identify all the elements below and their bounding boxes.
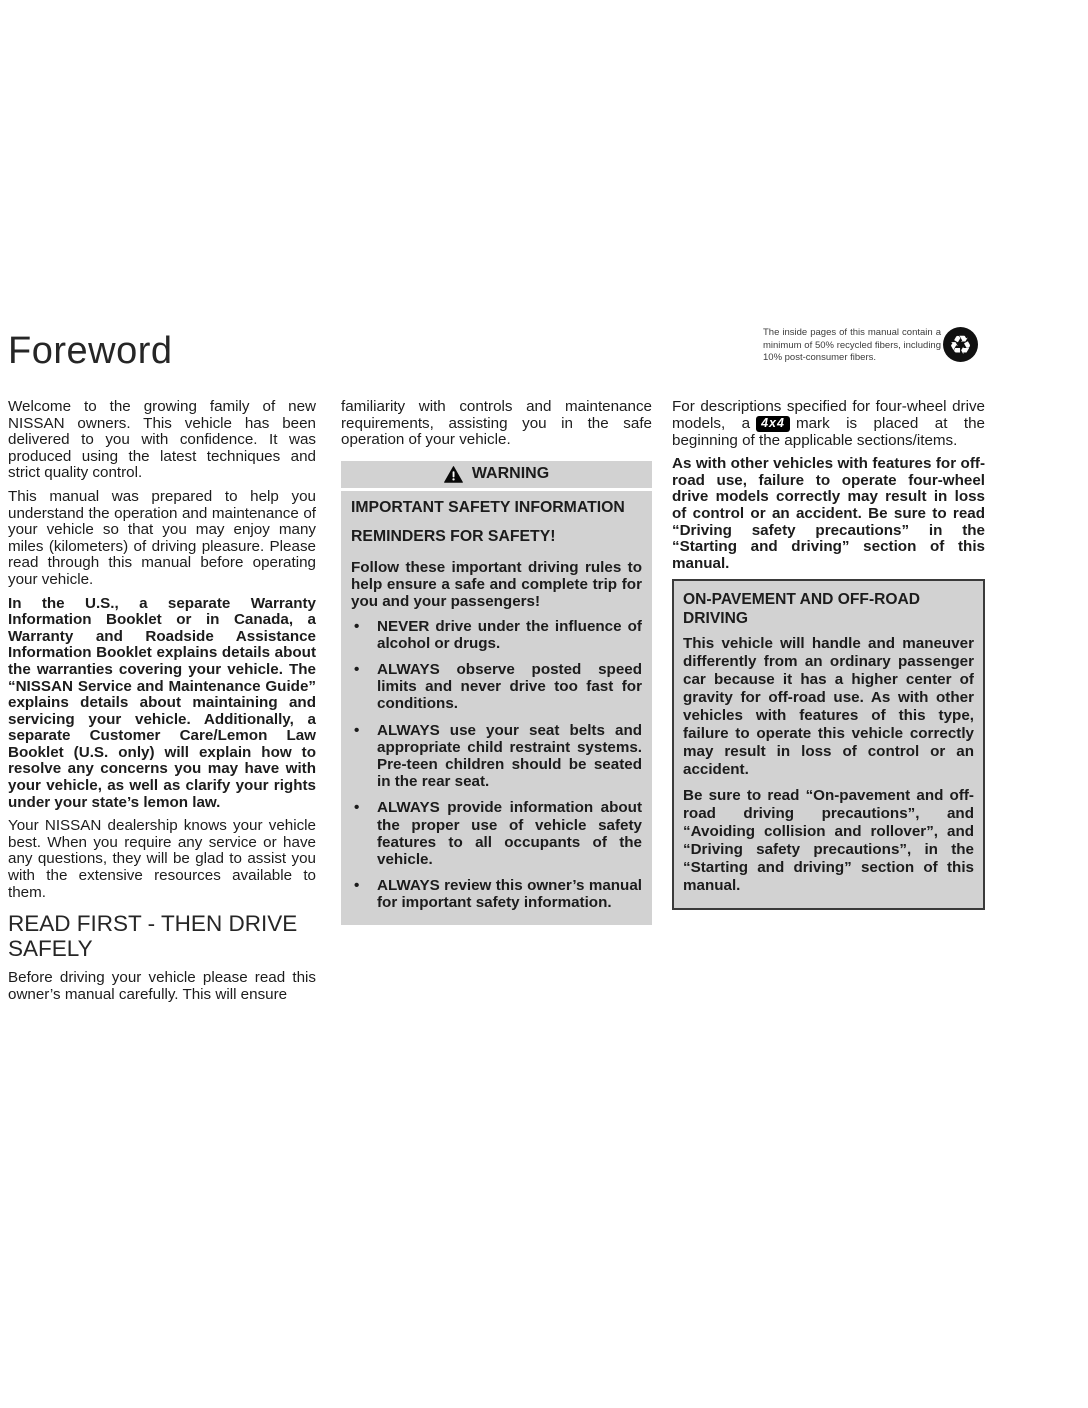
paragraph-manual-purpose: This manual was prepared to help you understand the operation and maintenance of your vehicle so that you may enjoy many miles (kilometers) of driving pleasure. Please read through this manual before operating your vehicle. xyxy=(8,487,316,588)
column-left xyxy=(8,399,316,1010)
warning-box xyxy=(341,461,652,925)
warning-lead: Follow these important driving rules to help ensure a safe and complete trip for you and your passengers! xyxy=(351,558,642,611)
warning-bullet-item xyxy=(351,799,642,868)
fourwheel-text-after: mark is placed at the beginning of the applicable sections/items. xyxy=(672,414,985,449)
bullet-icon: • xyxy=(354,799,360,817)
warning-bullet-item xyxy=(351,661,642,713)
warning-subhead-reminders: REMINDERS FOR SAFETY! xyxy=(351,528,556,546)
bullet-text: ALWAYS provide information about the proper use of vehicle safety features to all occupants of the vehicle. xyxy=(377,799,642,869)
warning-bullet-item xyxy=(351,722,642,791)
paragraph-offroad-warning-bold: As with other vehicles with features for off-road use, failure to operate four-wheel drive models correctly may result in loss of control or an accident. Be sure to read “Driving safety precautions” in the “Starting and driving” section of this manual. xyxy=(672,455,985,572)
page-title: Foreword xyxy=(8,330,173,372)
onpavement-box-paragraph-1: This vehicle will handle and maneuver differently from an ordinary passenger car because it has a higher center of gravity for off-road use. As with other vehicles with features of this type, failure to operate this vehicle correctly may result in loss of control or an accident. xyxy=(683,635,974,779)
recycled-fiber-note: The inside pages of this manual contain a minimum of 50% recycled fibers, including 10% post-consumer fibers. xyxy=(763,327,941,363)
bullet-icon: • xyxy=(354,660,360,678)
warning-triangle-icon xyxy=(444,466,463,483)
warning-bullet-item xyxy=(351,618,642,652)
bullet-text: NEVER drive under the influence of alcohol or drugs. xyxy=(377,617,642,652)
bullet-icon: • xyxy=(354,721,360,739)
warning-header xyxy=(341,461,652,488)
onpavement-box-heading: ON-PAVEMENT AND OFF-ROAD DRIVING xyxy=(683,591,921,628)
onpavement-box-paragraph-2: Be sure to read “On-pavement and off-road driving precautions”, and “Avoiding collision and rollover”, and “Driving safety precautions”, in the “Starting and driving” section of this manual. xyxy=(683,787,974,895)
fourwheel-4x4-badge: 4x4 xyxy=(756,416,790,432)
warning-subhead-important: IMPORTANT SAFETY INFORMATION xyxy=(351,498,625,516)
warning-bullet-item xyxy=(351,877,642,911)
recycle-icon xyxy=(943,327,978,362)
fourwheel-text-before: For descriptions specified for four-wheel drive models, a xyxy=(672,398,985,432)
onpavement-offroad-box xyxy=(672,579,985,910)
paragraph-warranty-bold: In the U.S., a separate Warranty Information Booklet or in Canada, a Warranty and Roadside Assistance Information Booklet explains details about the warranties covering your vehicle. The “NISSAN Service and Maintenance Guide” explains details about maintaining and servicing your vehicle. Additionally, a separate Customer Care/Lemon Law Booklet (U.S. only) will explain how to resolve any concerns you may have with your vehicle, as well as clarify your rights under your state’s lemon law. xyxy=(8,594,316,811)
warning-header-label: WARNING xyxy=(471,464,550,482)
column-right xyxy=(672,399,985,910)
column-middle xyxy=(341,399,652,925)
section-heading-read-first: READ FIRST - THEN DRIVE SAFELY xyxy=(8,911,298,962)
paragraph-welcome: Welcome to the growing family of new NISSAN owners. This vehicle has been delivered to you with confidence. It was produced using the latest techniques and strict quality control. xyxy=(8,398,316,482)
bullet-text: ALWAYS observe posted speed limits and never drive too fast for conditions. xyxy=(377,660,642,713)
paragraph-familiarity: familiarity with controls and maintenance requirements, assisting you in the safe operation of your vehicle. xyxy=(341,398,652,449)
recycle-glyph: ♻ xyxy=(948,329,973,360)
bullet-icon: • xyxy=(354,617,360,635)
bullet-text: ALWAYS use your seat belts and appropriate child restraint systems. Pre-teen children should be seated in the rear seat. xyxy=(377,721,642,791)
bullet-text: ALWAYS review this owner’s manual for important safety information. xyxy=(377,877,642,912)
paragraph-before-driving: Before driving your vehicle please read this owner’s manual carefully. This will ensure xyxy=(8,969,316,1003)
paragraph-fourwheel xyxy=(672,399,985,449)
warning-body xyxy=(341,491,652,925)
paragraph-dealership: Your NISSAN dealership knows your vehicle best. When you require any service or have any questions, they will be glad to assist you with the extensive resources available to them. xyxy=(8,817,316,901)
bullet-icon: • xyxy=(354,877,360,895)
